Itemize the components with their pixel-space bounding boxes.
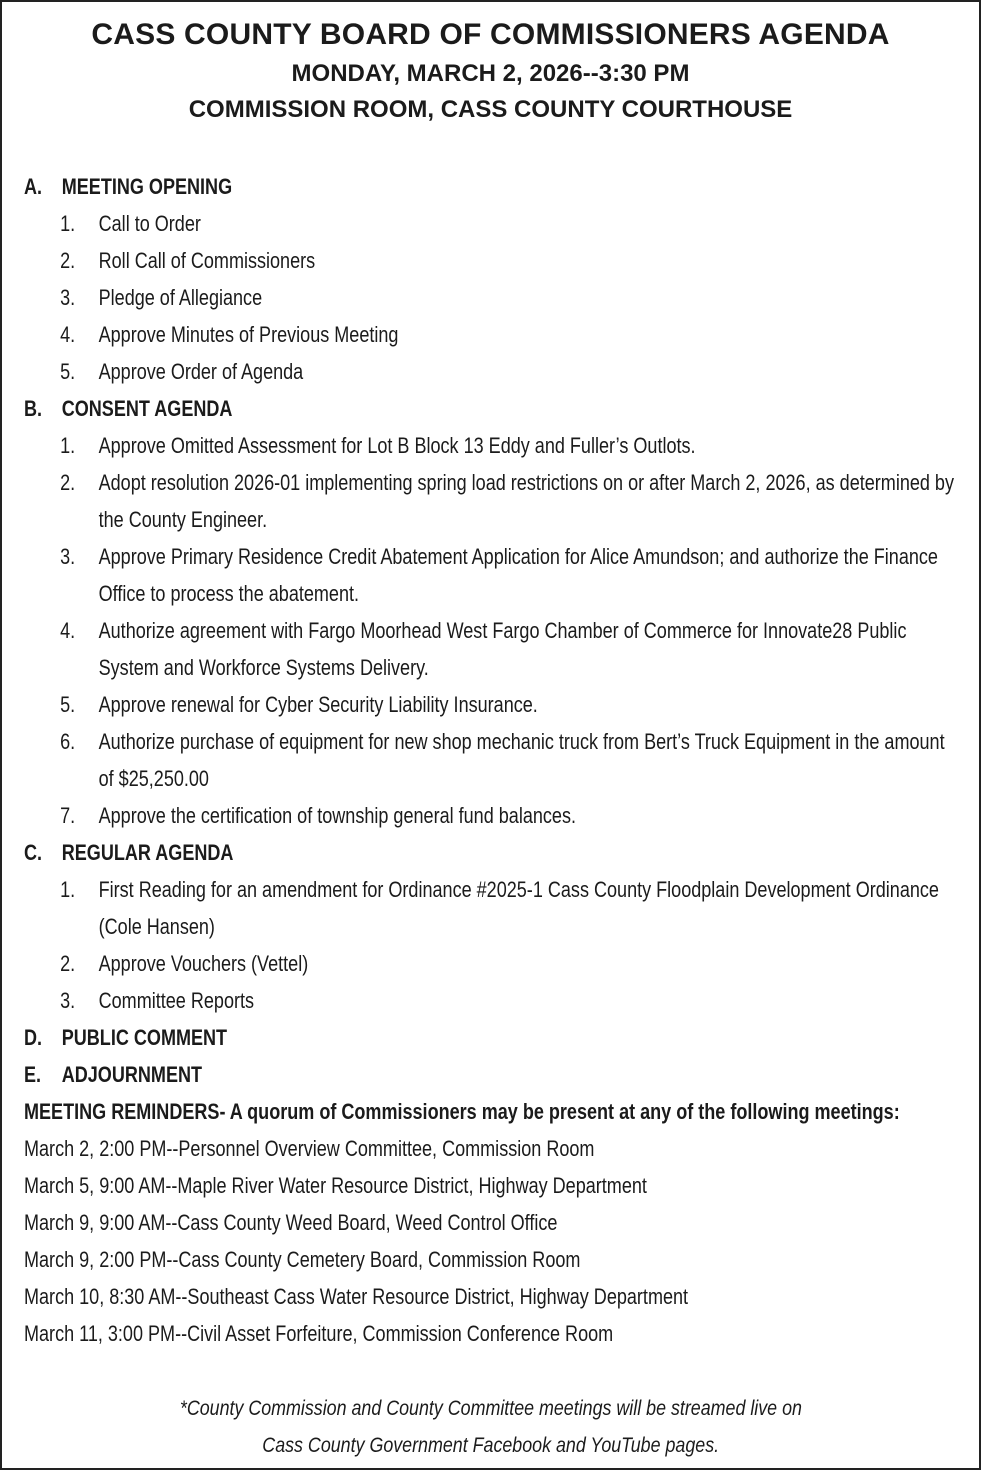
- agenda-item: [24, 427, 959, 464]
- agenda-item: [24, 612, 959, 686]
- section-title: REGULAR AGENDA: [61, 840, 234, 865]
- agenda-item-text: Approve Order of Agenda: [98, 359, 304, 384]
- reminder-line: March 10, 8:30 AM--Southeast Cass Water Resource District, Highway Department: [24, 1284, 689, 1309]
- section-letter: C.: [24, 840, 43, 865]
- agenda-item-text: Approve Primary Residence Credit Abatement Application for Alice Amundson; and authorize the Finance Office to process the abatement.: [98, 544, 938, 606]
- agenda-item-text: Call to Order: [98, 211, 201, 236]
- agenda-item-text: Committee Reports: [98, 988, 255, 1013]
- streaming-note-line-1: *County Commission and County Committee meetings will be streamed live on: [179, 1397, 802, 1420]
- meeting-reminders: [24, 1093, 959, 1352]
- agenda-item-number: 5.: [60, 692, 76, 717]
- agenda-item: [24, 982, 959, 1019]
- agenda-item: [24, 279, 959, 316]
- agenda-item: [24, 797, 959, 834]
- agenda-item: [24, 316, 959, 353]
- agenda-item: [24, 871, 959, 945]
- reminder-line: March 2, 2:00 PM--Personnel Overview Committee, Commission Room: [24, 1136, 595, 1161]
- agenda-item-number: 3.: [60, 285, 76, 310]
- agenda-item-number: 2.: [60, 470, 76, 495]
- reminder-line: March 11, 3:00 PM--Civil Asset Forfeiture, Commission Conference Room: [24, 1321, 614, 1346]
- agenda-item-number: 3.: [60, 544, 76, 569]
- reminder-list: [24, 1130, 959, 1352]
- agenda-item: [24, 464, 959, 538]
- agenda-item-text: Approve Omitted Assessment for Lot B Block 13 Eddy and Fuller’s Outlots.: [98, 433, 696, 458]
- agenda-item: [24, 686, 959, 723]
- section-title: CONSENT AGENDA: [61, 396, 233, 421]
- agenda-item-number: 1.: [60, 877, 76, 902]
- agenda-item-number: 1.: [60, 433, 76, 458]
- agenda-item-number: 6.: [60, 729, 76, 754]
- streaming-note: [0, 1390, 981, 1464]
- agenda-item-number: 2.: [60, 951, 76, 976]
- section-heading: [24, 834, 959, 871]
- agenda-list: [24, 168, 959, 1093]
- agenda-body: [24, 168, 954, 1352]
- agenda-item: [24, 723, 959, 797]
- section-heading: [24, 1056, 959, 1093]
- agenda-item: [24, 538, 959, 612]
- section-heading: [24, 1019, 959, 1056]
- agenda-item-text: Authorize purchase of equipment for new shop mechanic truck from Bert’s Truck Equipment in the amount of $25,250.00: [98, 729, 945, 791]
- section-letter: D.: [24, 1025, 43, 1050]
- agenda-item-text: Authorize agreement with Fargo Moorhead West Fargo Chamber of Commerce for Innovate28 Public System and Workforce Systems Delivery.: [98, 618, 907, 680]
- section-heading: [24, 390, 959, 427]
- agenda-item-text: First Reading for an amendment for Ordinance #2025-1 Cass County Floodplain Development Ordinance (Cole Hansen): [98, 877, 939, 939]
- agenda-item-number: 5.: [60, 359, 76, 384]
- agenda-item-text: Approve renewal for Cyber Security Liability Insurance.: [98, 692, 538, 717]
- reminder-line: March 5, 9:00 AM--Maple River Water Resource District, Highway Department: [24, 1173, 647, 1198]
- agenda-item-text: Approve Vouchers (Vettel): [98, 951, 309, 976]
- agenda-title: CASS COUNTY BOARD OF COMMISSIONERS AGENDA: [91, 18, 890, 51]
- agenda-item-number: 4.: [60, 618, 76, 643]
- agenda-item-number: 4.: [60, 322, 76, 347]
- section-title: ADJOURNMENT: [61, 1062, 203, 1087]
- agenda-item-text: Approve Minutes of Previous Meeting: [98, 322, 399, 347]
- section-letter: E.: [24, 1062, 42, 1087]
- section-heading: [24, 168, 959, 205]
- streaming-note-line-2: Cass County Government Facebook and YouTube pages.: [262, 1434, 719, 1457]
- section-title: PUBLIC COMMENT: [61, 1025, 228, 1050]
- agenda-item: [24, 205, 959, 242]
- section-letter: A.: [24, 174, 43, 199]
- section-title: MEETING OPENING: [61, 174, 233, 199]
- agenda-item: [24, 242, 959, 279]
- reminder-line: March 9, 9:00 AM--Cass County Weed Board, Weed Control Office: [24, 1210, 558, 1235]
- agenda-item-text: Adopt resolution 2026-01 implementing spring load restrictions on or after March 2, 2026, as determined by the County Engineer.: [98, 470, 954, 532]
- agenda-item-number: 1.: [60, 211, 76, 236]
- agenda-item-text: Pledge of Allegiance: [98, 285, 263, 310]
- reminder-line: March 9, 2:00 PM--Cass County Cemetery Board, Commission Room: [24, 1247, 581, 1272]
- meeting-location: COMMISSION ROOM, CASS COUNTY COURTHOUSE: [188, 96, 793, 123]
- agenda-item: [24, 945, 959, 982]
- agenda-item: [24, 353, 959, 390]
- section-letter: B.: [24, 396, 43, 421]
- meeting-date: MONDAY, MARCH 2, 2026--3:30 PM: [291, 60, 690, 87]
- agenda-item-text: Roll Call of Commissioners: [98, 248, 316, 273]
- agenda-item-number: 7.: [60, 803, 76, 828]
- agenda-item-text: Approve the certification of township general fund balances.: [98, 803, 576, 828]
- reminders-heading: MEETING REMINDERS- A quorum of Commissioners may be present at any of the following meetings:: [24, 1099, 900, 1124]
- agenda-item-number: 2.: [60, 248, 76, 273]
- agenda-item-number: 3.: [60, 988, 76, 1013]
